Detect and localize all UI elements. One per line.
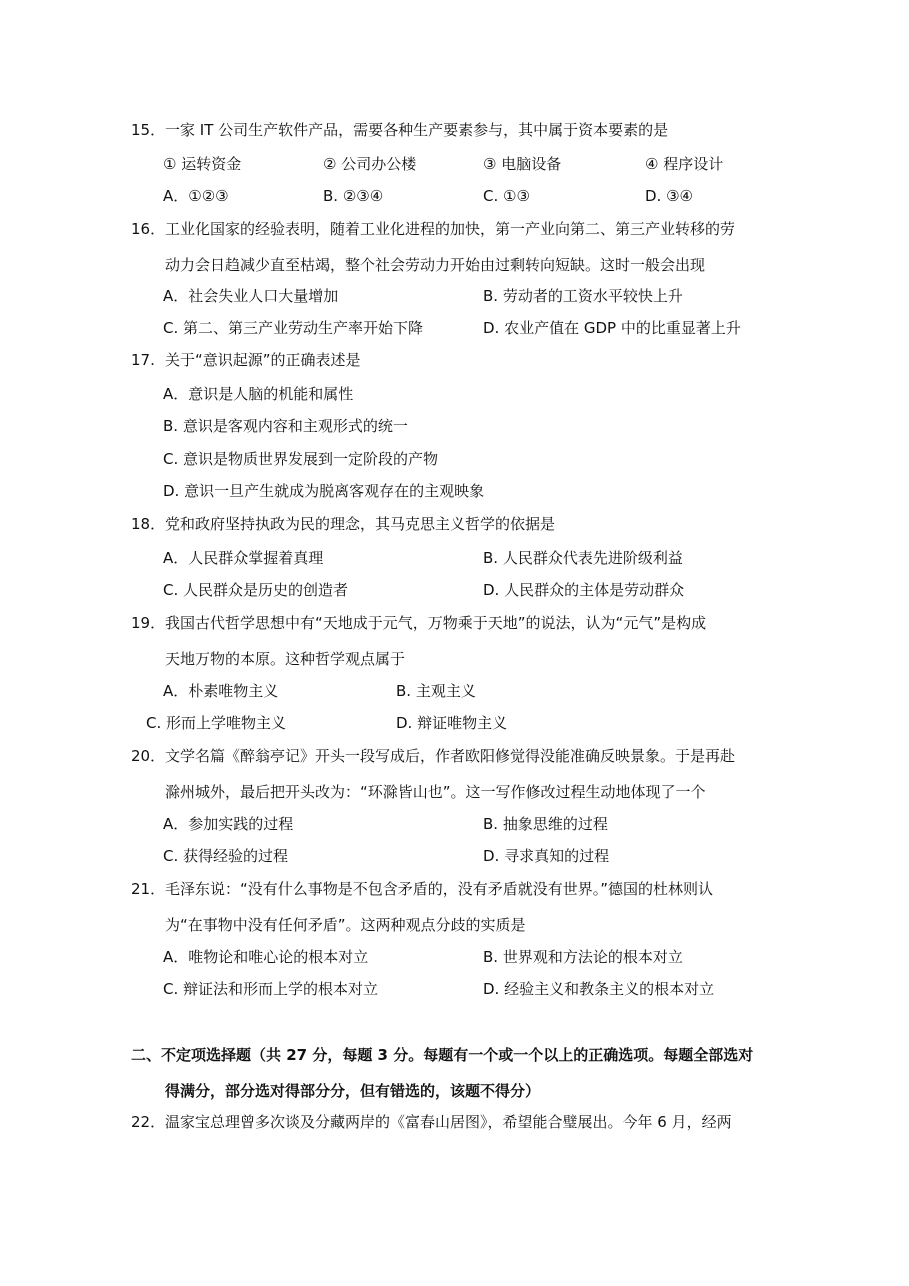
question-text: 工业化国家的经验表明，随着工业化进程的加快，第一产业向第二、第三产业转移的劳 [165, 220, 736, 238]
question-number: 21． [131, 880, 166, 898]
q15-item-1: ① 运转资金 [163, 155, 242, 173]
q16-option-d: D. 农业产值在 GDP 中的比重显著上升 [483, 319, 741, 337]
q16-option-c: C. 第二、第三产业劳动生产率开始下降 [163, 319, 424, 337]
q19-option-d: D. 辩证唯物主义 [396, 714, 508, 732]
question-text: 毛泽东说：“没有什么事物是不包含矛盾的，没有矛盾就没有世界。”德国的杜林则认 [165, 880, 714, 898]
q15-item-2: ② 公司办公楼 [323, 155, 417, 173]
q16-option-a: A．社会失业人口大量增加 [163, 287, 339, 305]
q21-option-c: C. 辩证法和形而上学的根本对立 [163, 980, 379, 998]
question-20-stem [131, 746, 735, 766]
question-number: 22． [131, 1113, 166, 1131]
question-text: 一家 IT 公司生产软件产品，需要各种生产要素参与，其中属于资本要素的是 [165, 121, 669, 139]
question-21-stem-continued: 为“在事物中没有任何矛盾”。这两种观点分歧的实质是 [165, 916, 526, 934]
question-16-stem-continued: 动力会日趋减少直至枯竭，整个社会劳动力开始由过剩转向短缺。这时一般会出现 [165, 256, 706, 274]
question-19-stem-continued: 天地万物的本原。这种哲学观点属于 [165, 650, 406, 668]
q17-option-a: A．意识是人脑的机能和属性 [163, 385, 354, 403]
question-19-stem [131, 613, 706, 633]
q21-option-b: B. 世界观和方法论的根本对立 [483, 948, 683, 966]
question-18-stem [131, 514, 555, 534]
q20-option-b: B. 抽象思维的过程 [483, 815, 608, 833]
question-15-stem [131, 120, 668, 140]
q18-option-c: C. 人民群众是历史的创造者 [163, 581, 349, 599]
question-17-stem [131, 350, 361, 370]
q15-item-3: ③ 电脑设备 [483, 155, 562, 173]
q21-option-d: D. 经验主义和教条主义的根本对立 [483, 980, 715, 998]
q19-option-a: A．朴素唯物主义 [163, 682, 279, 700]
q15-item-4: ④ 程序设计 [645, 155, 724, 173]
q20-option-c: C. 获得经验的过程 [163, 847, 289, 865]
q15-option-d: D. ③④ [645, 187, 693, 205]
q16-option-b: B. 劳动者的工资水平较快上升 [483, 287, 683, 305]
q18-option-a: A．人民群众掌握着真理 [163, 549, 324, 567]
q17-option-c: C. 意识是物质世界发展到一定阶段的产物 [163, 450, 439, 468]
question-number: 18． [131, 515, 166, 533]
question-text: 我国古代哲学思想中有“天地成于元气，万物乘于天地”的说法，认为“元气”是构成 [165, 614, 707, 632]
question-text: 关于“意识起源”的正确表述是 [165, 351, 361, 369]
question-text: 党和政府坚持执政为民的理念，其马克思主义哲学的依据是 [165, 515, 556, 533]
q15-option-a: A．①②③ [163, 187, 229, 205]
q20-option-d: D. 寻求真知的过程 [483, 847, 610, 865]
q19-option-b: B. 主观主义 [396, 682, 476, 700]
q20-option-a: A．参加实践的过程 [163, 815, 294, 833]
q15-option-c: C. ①③ [483, 187, 530, 205]
question-text: 温家宝总理曾多次谈及分藏两岸的《富春山居图》，希望能合璧展出。今年 6 月，经两 [165, 1113, 732, 1131]
section-2-heading: 二、不定项选择题（共 27 分，每题 3 分。每题有一个或一个以上的正确选项。每题全部选对 [131, 1046, 754, 1064]
question-21-stem [131, 879, 713, 899]
q18-option-b: B. 人民群众代表先进阶级利益 [483, 549, 683, 567]
question-number: 15． [131, 121, 166, 139]
question-number: 20． [131, 747, 166, 765]
question-20-stem-continued: 滁州城外，最后把开头改为：“环滁皆山也”。这一写作修改过程生动地体现了一个 [165, 783, 706, 801]
question-number: 19． [131, 614, 166, 632]
q21-option-a: A．唯物论和唯心论的根本对立 [163, 948, 369, 966]
question-22-stem [131, 1112, 732, 1132]
question-text: 文学名篇《醉翁亭记》开头一段写成后，作者欧阳修觉得没能准确反映景象。于是再赴 [165, 747, 736, 765]
question-number: 16． [131, 220, 166, 238]
question-number: 17. [131, 351, 155, 369]
question-16-stem [131, 219, 735, 239]
q17-option-b: B. 意识是客观内容和主观形式的统一 [163, 417, 408, 435]
section-2-heading-continued: 得满分，部分选对得部分分，但有错选的，该题不得分） [165, 1082, 541, 1100]
q15-option-b: B. ②③④ [323, 187, 384, 205]
q19-option-c: C. 形而上学唯物主义 [146, 714, 287, 732]
q18-option-d: D. 人民群众的主体是劳动群众 [483, 581, 685, 599]
q17-option-d: D. 意识一旦产生就成为脱离客观存在的主观映象 [163, 482, 485, 500]
